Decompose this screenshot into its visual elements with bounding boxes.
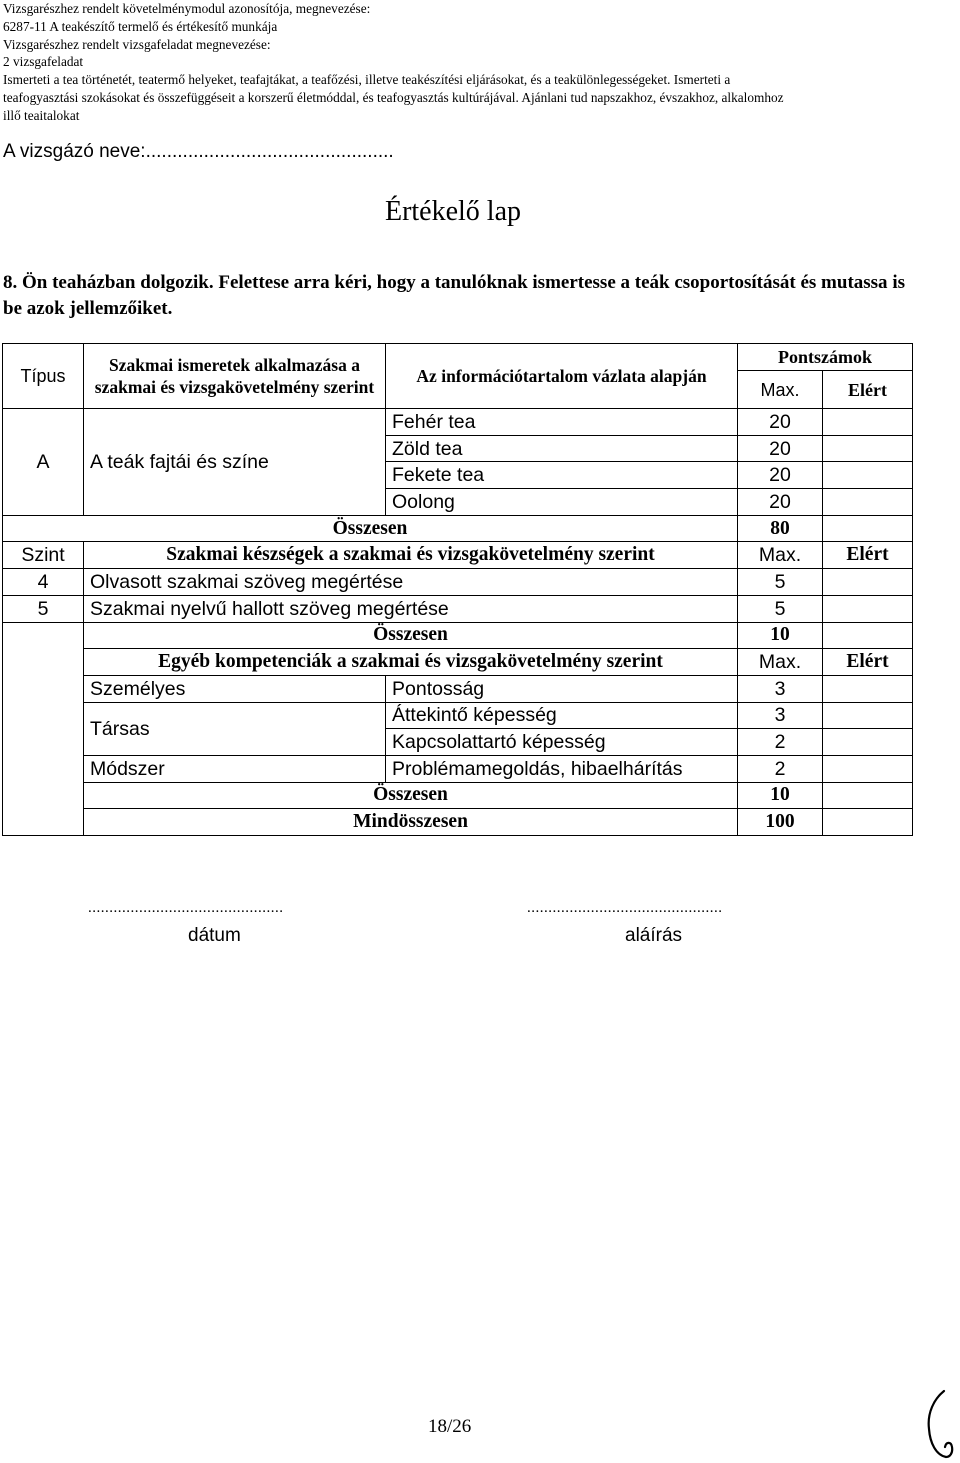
item-max: 20 <box>738 409 823 436</box>
col-knowledge-header: Szakmai ismeretek alkalmazása a szakmai és vizsgakövetelmény szerint <box>84 344 386 409</box>
skills-max-header: Max. <box>738 542 823 569</box>
skill-achieved-cell[interactable] <box>823 595 913 622</box>
grand-total-max: 100 <box>738 809 823 836</box>
grand-total-achieved-cell[interactable] <box>823 809 913 836</box>
header-line: teafogyasztási szokásokat és összefüggéseit a korszerű életmóddal, és teafogyasztás kultúrájával. Ajánlani tud napszakhoz, évszakhoz, alkalomhoz <box>3 89 784 105</box>
header-line: Vizsgarészhez rendelt vizsgafeladat megnevezése: <box>3 36 271 52</box>
competency-max: 3 <box>738 702 823 729</box>
item-achieved-cell[interactable] <box>823 462 913 489</box>
skills-header-row <box>3 542 913 569</box>
skill-name: Olvasott szakmai szöveg megértése <box>84 569 738 596</box>
col-type-header: Típus <box>3 344 84 409</box>
item-name: Zöld tea <box>386 435 738 462</box>
table-row <box>3 675 913 702</box>
competency-achieved-cell[interactable] <box>823 675 913 702</box>
subtotal-row <box>3 515 913 542</box>
competency-group: Módszer <box>84 755 386 782</box>
competencies-max-header: Max. <box>738 649 823 676</box>
signature-label: aláírás <box>625 925 683 946</box>
subtotal-label: Összesen <box>84 782 738 809</box>
col-achieved-header: Elért <box>823 371 913 409</box>
skills-header: Szakmai készségek a szakmai és vizsgakövetelmény szerint <box>84 542 738 569</box>
candidate-name-line: A vizsgázó neve:............................................... <box>3 141 394 162</box>
subtotal-label: Összesen <box>84 622 738 649</box>
competencies-header: Egyéb kompetenciák a szakmai és vizsgakövetelmény szerint <box>84 649 738 676</box>
grand-total-label: Mindösszesen <box>84 809 738 836</box>
competency-group: Személyes <box>84 675 386 702</box>
subtotal-achieved-cell[interactable] <box>823 622 913 649</box>
item-achieved-cell[interactable] <box>823 409 913 436</box>
competency-name: Pontosság <box>386 675 738 702</box>
col-max-header: Max. <box>738 371 823 409</box>
competency-group: Társas <box>84 702 386 755</box>
task-question: 8. Ön teaházban dolgozik. Felettese arra kéri, hogy a tanulóknak ismertesse a teák csoportosítását és mutassa is be azok jellemzőiket. <box>3 272 905 319</box>
section-type: A <box>3 409 84 516</box>
document-header <box>3 0 953 125</box>
col-content-header: Az információtartalom vázlata alapján <box>386 344 738 409</box>
page-title: Értékelő lap <box>384 196 522 227</box>
header-line: 2 vizsgafeladat <box>3 54 84 70</box>
subtotal-max: 10 <box>738 622 823 649</box>
item-name: Fekete tea <box>386 462 738 489</box>
item-achieved-cell[interactable] <box>823 489 913 516</box>
competency-max: 2 <box>738 729 823 756</box>
level-header: Szint <box>3 542 84 569</box>
header-line: Ismerteti a tea történetét, teatermő helyeket, teafajtákat, a teafőzési, illetve teakészítési eljárásokat, és a teakülönlegességeket. Ismerteti a <box>3 72 731 88</box>
subtotal-achieved-cell[interactable] <box>823 782 913 809</box>
competency-name: Kapcsolattartó képesség <box>386 729 738 756</box>
grand-total-row <box>3 809 913 836</box>
competencies-achieved-header: Elért <box>823 649 913 676</box>
table-row <box>3 755 913 782</box>
skill-name: Szakmai nyelvű hallott szöveg megértése <box>84 595 738 622</box>
item-max: 20 <box>738 462 823 489</box>
evaluation-table <box>2 343 913 836</box>
skill-level: 5 <box>3 595 84 622</box>
item-achieved-cell[interactable] <box>823 435 913 462</box>
item-name: Fehér tea <box>386 409 738 436</box>
skill-max: 5 <box>738 569 823 596</box>
competencies-header-row <box>3 649 913 676</box>
subtotal-max: 80 <box>738 515 823 542</box>
subtotal-row <box>3 782 913 809</box>
competency-name: Áttekintő képesség <box>386 702 738 729</box>
section-topic: A teák fajtái és színe <box>84 409 386 516</box>
table-row <box>3 409 913 436</box>
competency-achieved-cell[interactable] <box>823 729 913 756</box>
table-row <box>3 702 913 729</box>
col-points-header: Pontszámok <box>738 344 913 371</box>
subtotal-achieved-cell[interactable] <box>823 515 913 542</box>
competency-achieved-cell[interactable] <box>823 755 913 782</box>
header-line: Vizsgarészhez rendelt követelménymodul azonosítója, megnevezése: <box>3 1 371 16</box>
subtotal-max: 10 <box>738 782 823 809</box>
competency-achieved-cell[interactable] <box>823 702 913 729</box>
blank-cell <box>3 622 84 649</box>
table-header-row <box>3 344 913 371</box>
skill-level: 4 <box>3 569 84 596</box>
subtotal-row <box>3 622 913 649</box>
item-max: 20 <box>738 435 823 462</box>
header-line: illő teaitalokat <box>3 107 80 123</box>
date-label: dátum <box>188 925 241 946</box>
date-line: .............................................. <box>88 900 284 916</box>
item-name: Oolong <box>386 489 738 516</box>
item-max: 20 <box>738 489 823 516</box>
handwritten-mark-icon <box>922 1385 956 1461</box>
header-line: 6287-11 A teakészítő termelő és értékesítő munkája <box>3 18 278 34</box>
signature-line: .............................................. <box>527 900 723 916</box>
competency-max: 3 <box>738 675 823 702</box>
skill-max: 5 <box>738 595 823 622</box>
blank-cell <box>3 649 84 836</box>
subtotal-label: Összesen <box>3 515 738 542</box>
skill-achieved-cell[interactable] <box>823 569 913 596</box>
table-row <box>3 595 913 622</box>
table-row <box>3 569 913 596</box>
skills-achieved-header: Elért <box>823 542 913 569</box>
competency-name: Problémamegoldás, hibaelhárítás <box>386 755 738 782</box>
page-number: 18/26 <box>428 1416 472 1437</box>
competency-max: 2 <box>738 755 823 782</box>
